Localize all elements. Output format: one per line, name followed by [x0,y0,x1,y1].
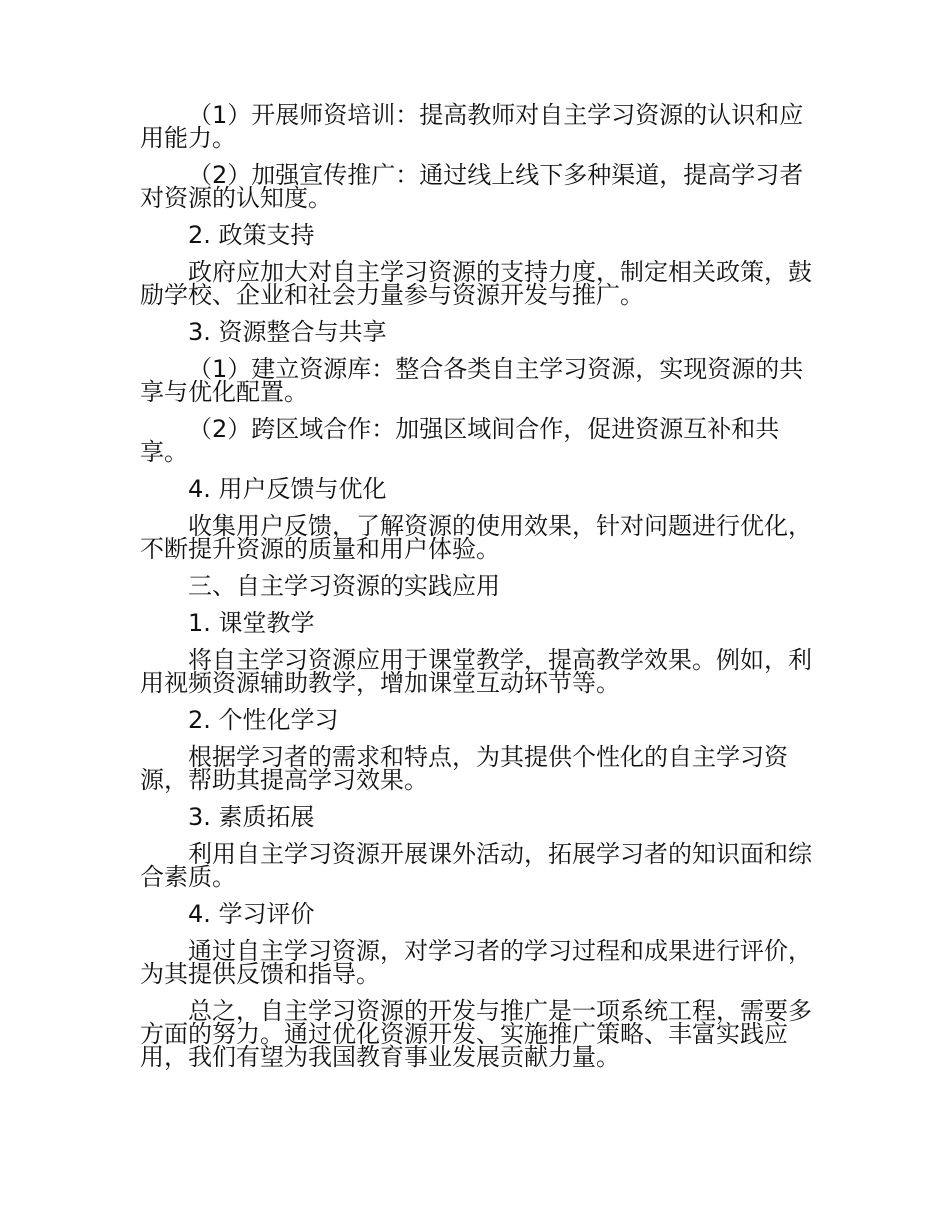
heading-user-feedback: 4. 用户反馈与优化 [188,475,387,503]
heading-learning-evaluation: 4. 学习评价 [188,900,315,928]
heading-resource-integration: 3. 资源整合与共享 [188,318,387,346]
heading-policy-support: 2. 政策支持 [188,221,315,249]
paragraph-classroom-teaching: 将自主学习资源应用于课堂教学，提高教学效果。例如，利用视频资源辅助教学，增加课堂互动环节等。 [140,646,812,697]
section-title-practice: 三、自主学习资源的实践应用 [188,572,500,600]
document-body [140,101,812,1083]
paragraph-personalized-learning: 根据学习者的需求和特点，为其提供个性化的自主学习资源，帮助其提高学习效果。 [140,743,788,794]
paragraph-policy-support: 政府应加大对自主学习资源的支持力度，制定相关政策，鼓励学校、企业和社会力量参与资源开发与推广。 [140,258,812,309]
paragraph-user-feedback: 收集用户反馈，了解资源的使用效果，针对问题进行优化，不断提升资源的质量和用户体验。 [140,512,812,563]
paragraph-learning-evaluation: 通过自主学习资源，对学习者的学习过程和成果进行评价，为其提供反馈和指导。 [140,937,812,988]
heading-classroom-teaching: 1. 课堂教学 [188,609,315,637]
paragraph-quality-expansion: 利用自主学习资源开展课外活动，拓展学习者的知识面和综合素质。 [140,840,812,891]
heading-personalized-learning: 2. 个性化学习 [188,706,339,734]
heading-quality-expansion: 3. 素质拓展 [188,803,315,831]
paragraph-resource-library: （1）建立资源库：整合各类自主学习资源，实现资源的共享与优化配置。 [140,355,804,406]
paragraph-conclusion: 总之，自主学习资源的开发与推广是一项系统工程，需要多方面的努力。通过优化资源开发、实施推广策略、丰富实践应用，我们有望为我国教育事业发展贡献力量。 [140,997,812,1071]
paragraph-cross-region: （2）跨区域合作：加强区域间合作，促进资源互补和共享。 [140,415,780,466]
paragraph-promotion: （2）加强宣传推广：通过线上线下多种渠道，提高学习者对资源的认知度。 [140,161,804,212]
paragraph-teacher-training: （1）开展师资培训：提高教师对自主学习资源的认识和应用能力。 [140,101,804,152]
